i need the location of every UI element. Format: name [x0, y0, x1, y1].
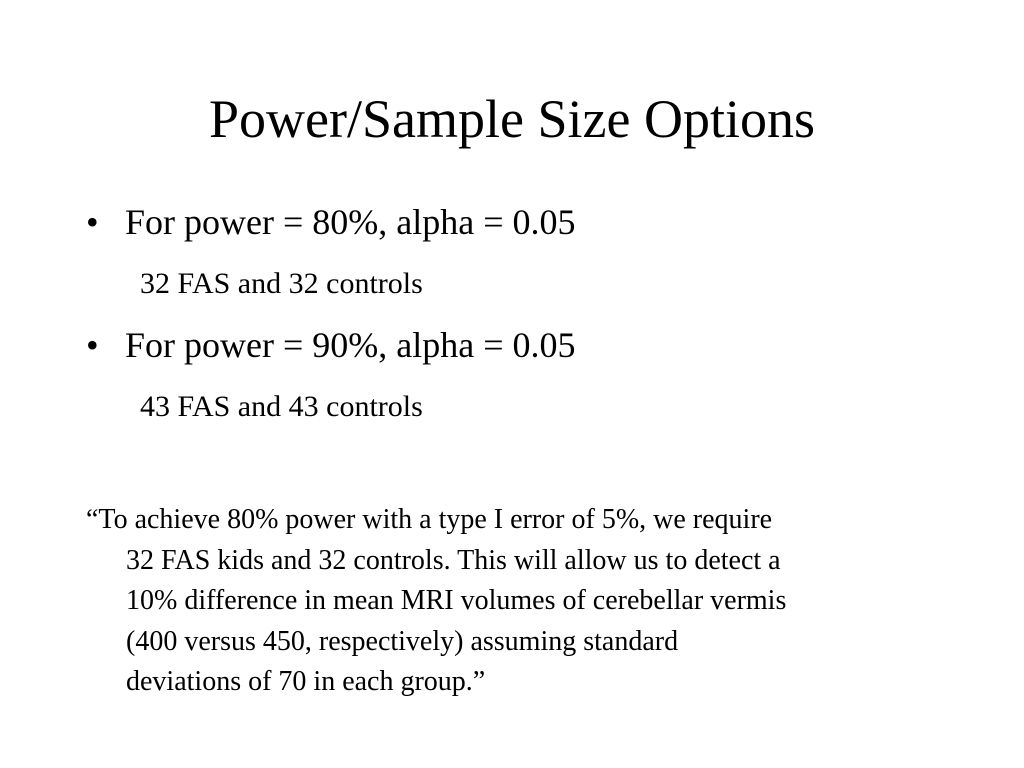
quote-paragraph	[86, 500, 946, 703]
bullet-marker: •	[86, 202, 99, 242]
slide-title: Power/Sample Size Options	[209, 89, 815, 149]
sub-item-sample-80: 32 FAS and 32 controls	[140, 267, 423, 300]
quote-line: (400 versus 450, respectively) assuming standard	[126, 625, 679, 657]
bullet-text: For power = 80%, alpha = 0.05	[125, 202, 576, 242]
bullet-item-power-90	[86, 322, 576, 368]
quote-line: deviations of 70 in each group.”	[126, 666, 486, 697]
sub-item-sample-90: 43 FAS and 43 controls	[140, 390, 423, 423]
quote-line: 10% difference in mean MRI volumes of cerebellar vermis	[126, 585, 787, 616]
bullet-text: For power = 90%, alpha = 0.05	[125, 325, 576, 365]
bullet-marker: •	[86, 325, 99, 365]
quote-line: 32 FAS kids and 32 controls. This will allow us to detect a	[126, 544, 781, 576]
bullet-item-power-80	[86, 199, 576, 245]
quote-line: “To achieve 80% power with a type I error of 5%, we require	[86, 504, 773, 535]
